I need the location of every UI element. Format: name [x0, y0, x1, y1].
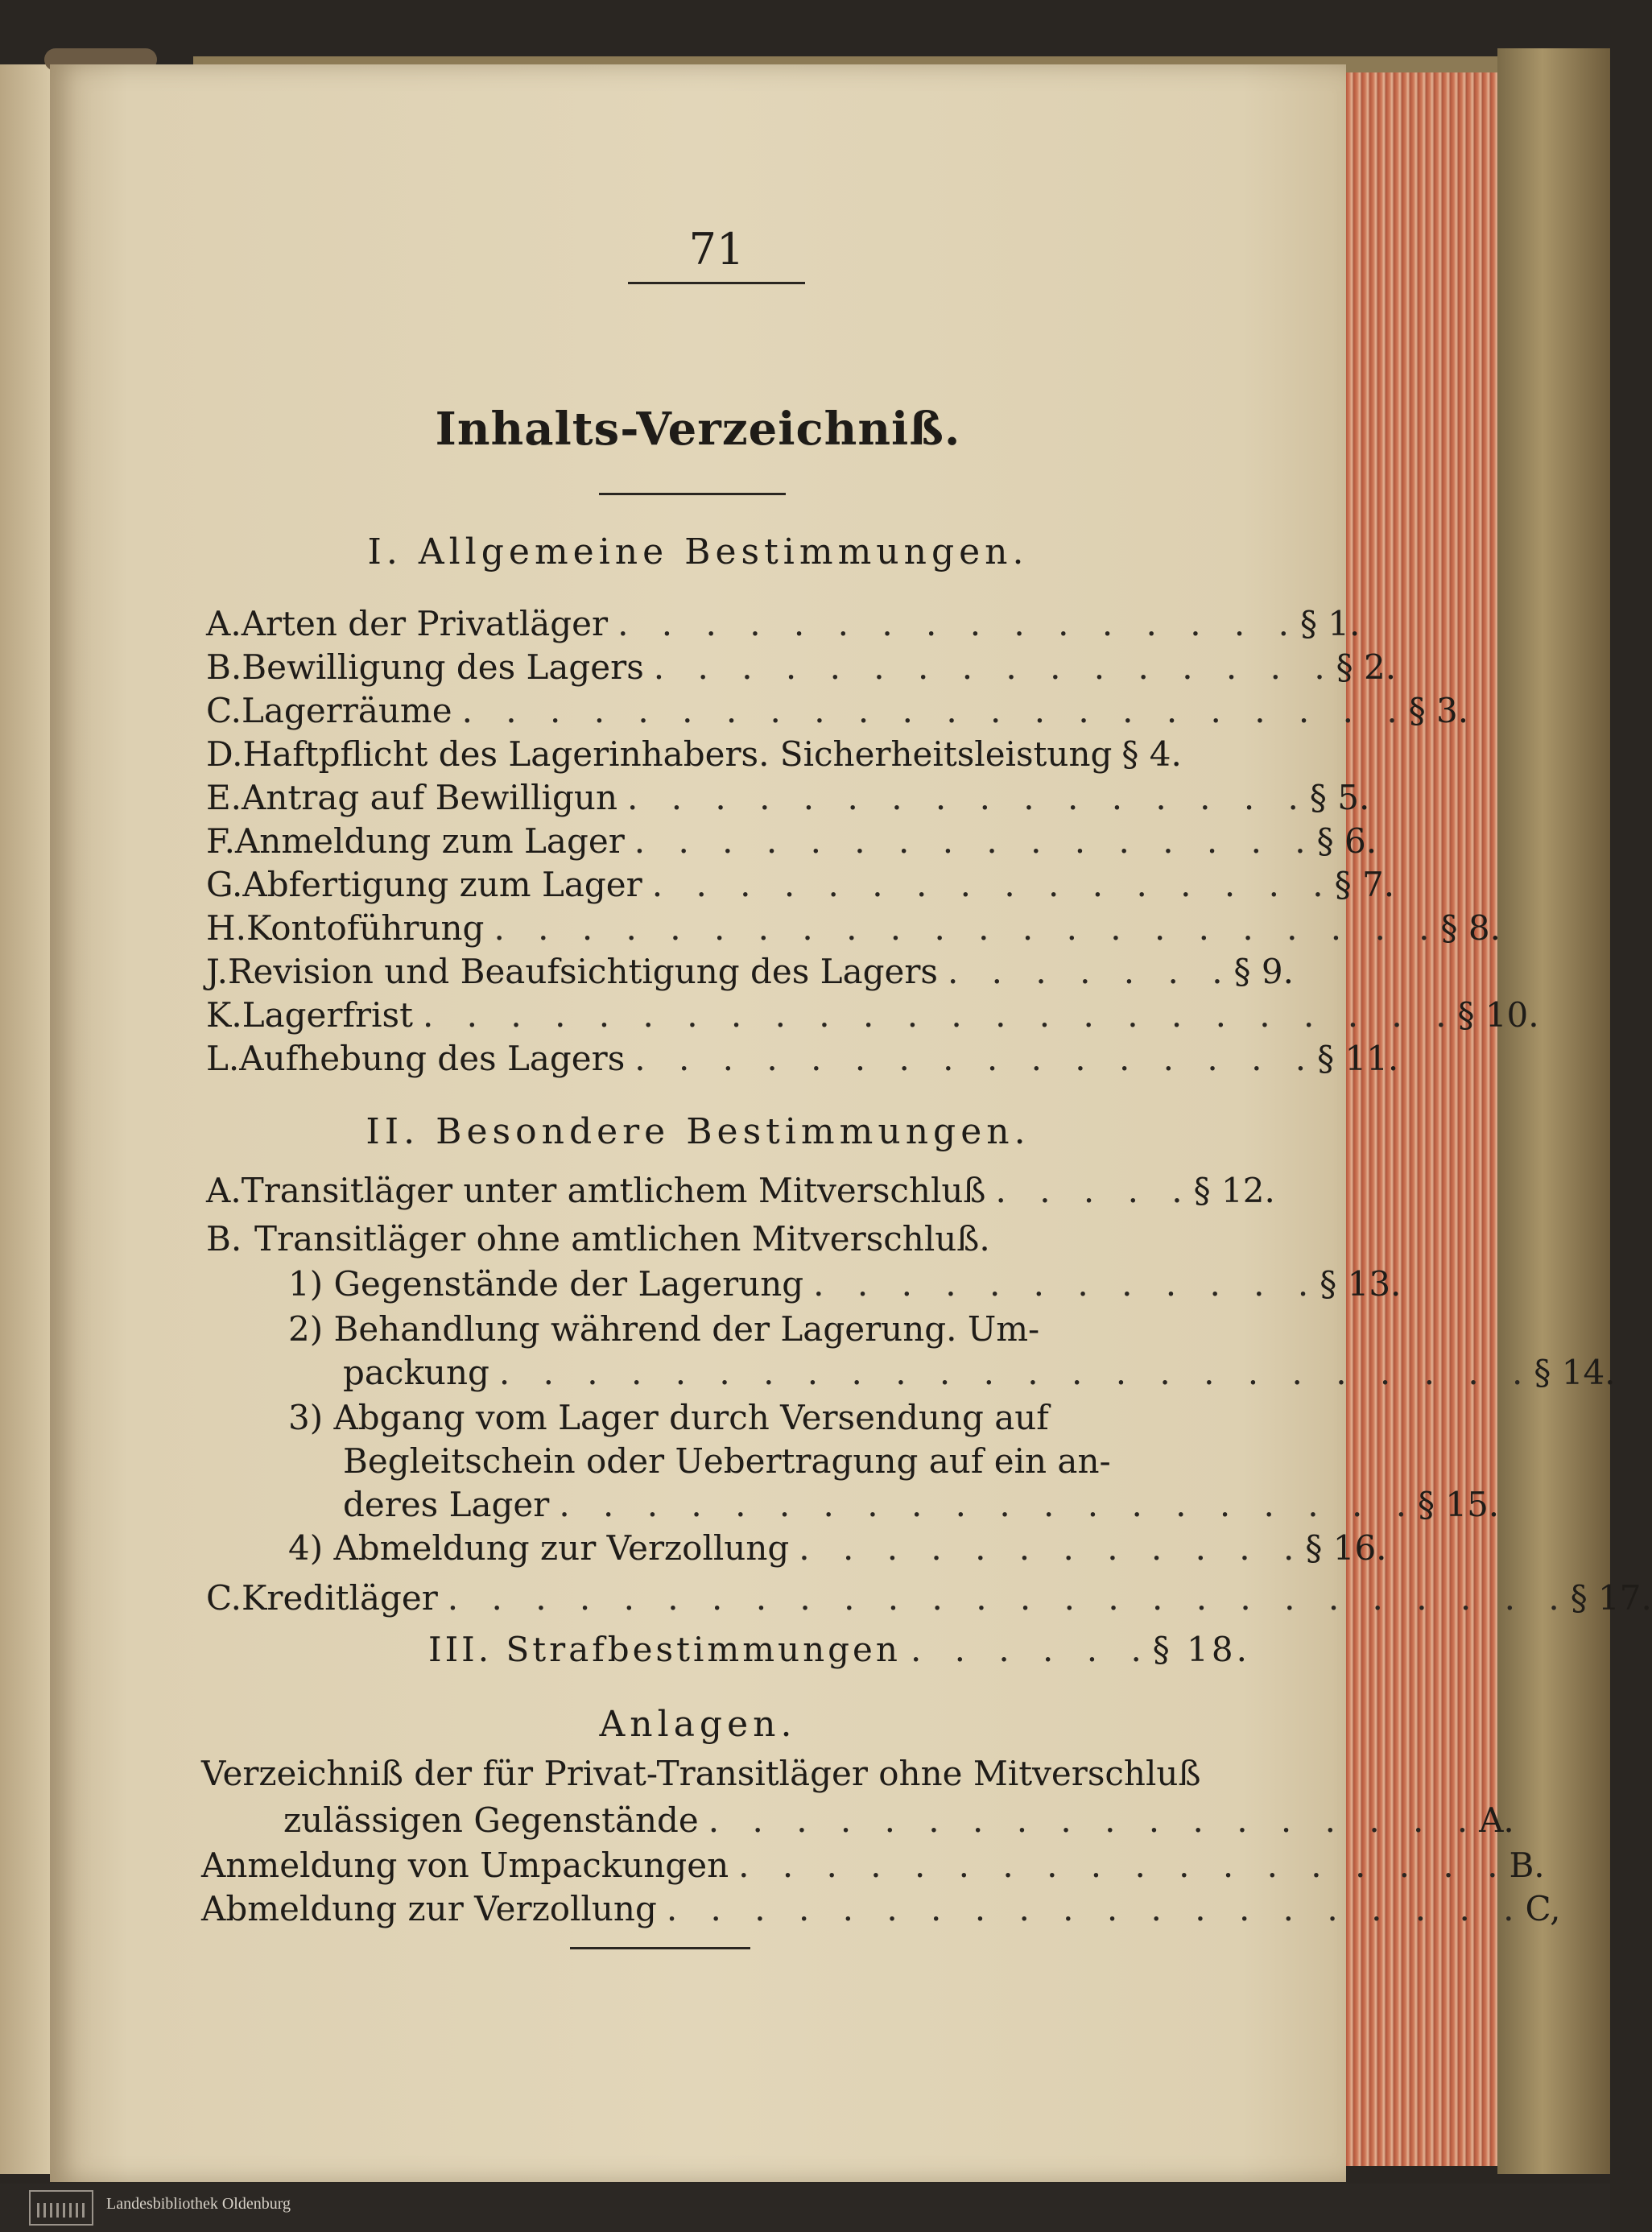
- section-1-heading: I. Allgemeine Bestimmungen.: [367, 531, 1029, 572]
- toc-entry: K. Lagerfrist . . . . . . . . . . . . . . . . . . . . . . . . § 10.: [206, 995, 1539, 1035]
- library-logo-icon: [29, 2190, 93, 2226]
- anlagen-line: Verzeichniß der für Privat-Transitläger ohne Mitverschluß: [201, 1754, 1201, 1793]
- toc-entry-line: 3) Abgang vom Lager durch Versendung auf: [288, 1398, 1049, 1437]
- toc-entry: deres Lager . . . . . . . . . . . . . . . . . . . . § 15.: [343, 1485, 1500, 1524]
- footer-bar: [0, 2184, 1610, 2232]
- page-number: 71: [688, 224, 745, 275]
- toc-entry: C. Kreditläger . . . . . . . . . . . . . . . . . . . . . . . . . . § 17.: [206, 1578, 1652, 1618]
- toc-entry: 1) Gegenstände der Lagerung . . . . . . . . . . . . § 13.: [288, 1264, 1402, 1304]
- anlagen-entry: Anmeldung von Umpackungen . . . . . . . . . . . . . . . . . . B.: [201, 1846, 1545, 1885]
- toc-entry: III. Strafbestimmungen . . . . . . § 18.: [428, 1630, 1250, 1669]
- toc-entry-line: Begleitschein oder Uebertragung auf ein an-: [343, 1441, 1111, 1481]
- book-page: [50, 64, 1652, 2182]
- footer-library-name: Landesbibliothek Oldenburg: [106, 2195, 291, 2213]
- section-2-heading: II. Besondere Bestimmungen.: [366, 1111, 1030, 1152]
- toc-entry: A. Transitläger unter amtlichem Mitverschluß . . . . . § 12.: [206, 1171, 1275, 1210]
- title-rule: [599, 493, 786, 495]
- toc-entry: 4) Abmeldung zur Verzollung . . . . . . . . . . . . § 16.: [288, 1528, 1387, 1568]
- toc-entry-line: 2) Behandlung während der Lagerung. Um-: [288, 1309, 1040, 1349]
- end-rule: [570, 1947, 750, 1949]
- toc-entry: B. Bewilligung des Lagers . . . . . . . . . . . . . . . . § 2.: [206, 647, 1397, 687]
- left-page-edge: [0, 64, 50, 2174]
- toc-entry: J. Revision und Beaufsichtigung des Lagers . . . . . . . § 9.: [206, 952, 1294, 991]
- toc-entry: packung . . . . . . . . . . . . . . . . . . . . . . . . § 14.: [343, 1353, 1616, 1392]
- toc-entry: G. Abfertigung zum Lager . . . . . . . . . . . . . . . . § 7.: [206, 865, 1395, 904]
- toc-entry: E. Antrag auf Bewilligun . . . . . . . . . . . . . . . . § 5.: [206, 778, 1370, 817]
- toc-entry: A. Arten der Privatläger . . . . . . . . . . . . . . . . § 1.: [206, 604, 1361, 643]
- anlagen-entry: zulässigen Gegenstände . . . . . . . . . . . . . . . . . . A.: [283, 1800, 1514, 1840]
- toc-entry: C. Lagerräume . . . . . . . . . . . . . . . . . . . . . . § 3.: [206, 691, 1469, 730]
- toc-entry: F. Anmeldung zum Lager . . . . . . . . . . . . . . . . § 6.: [206, 821, 1377, 861]
- toc-subheading: B. Transitläger ohne amtlichen Mitverschluß.: [206, 1219, 990, 1259]
- toc-entry: H. Kontoführung . . . . . . . . . . . . . . . . . . . . . . § 8.: [206, 908, 1501, 948]
- toc-entry: D. Haftpflicht des Lagerinhabers. Sicherheitsleistung § 4.: [206, 734, 1182, 774]
- anlagen-entry: Abmeldung zur Verzollung . . . . . . . . . . . . . . . . . . . . C,: [201, 1889, 1561, 1928]
- anlagen-heading: Anlagen.: [599, 1704, 797, 1745]
- page-title: Inhalts-Verzeichniß.: [435, 403, 961, 456]
- toc-entry: L. Aufhebung des Lagers . . . . . . . . . . . . . . . . § 11.: [206, 1039, 1399, 1078]
- page-number-rule: [628, 282, 805, 284]
